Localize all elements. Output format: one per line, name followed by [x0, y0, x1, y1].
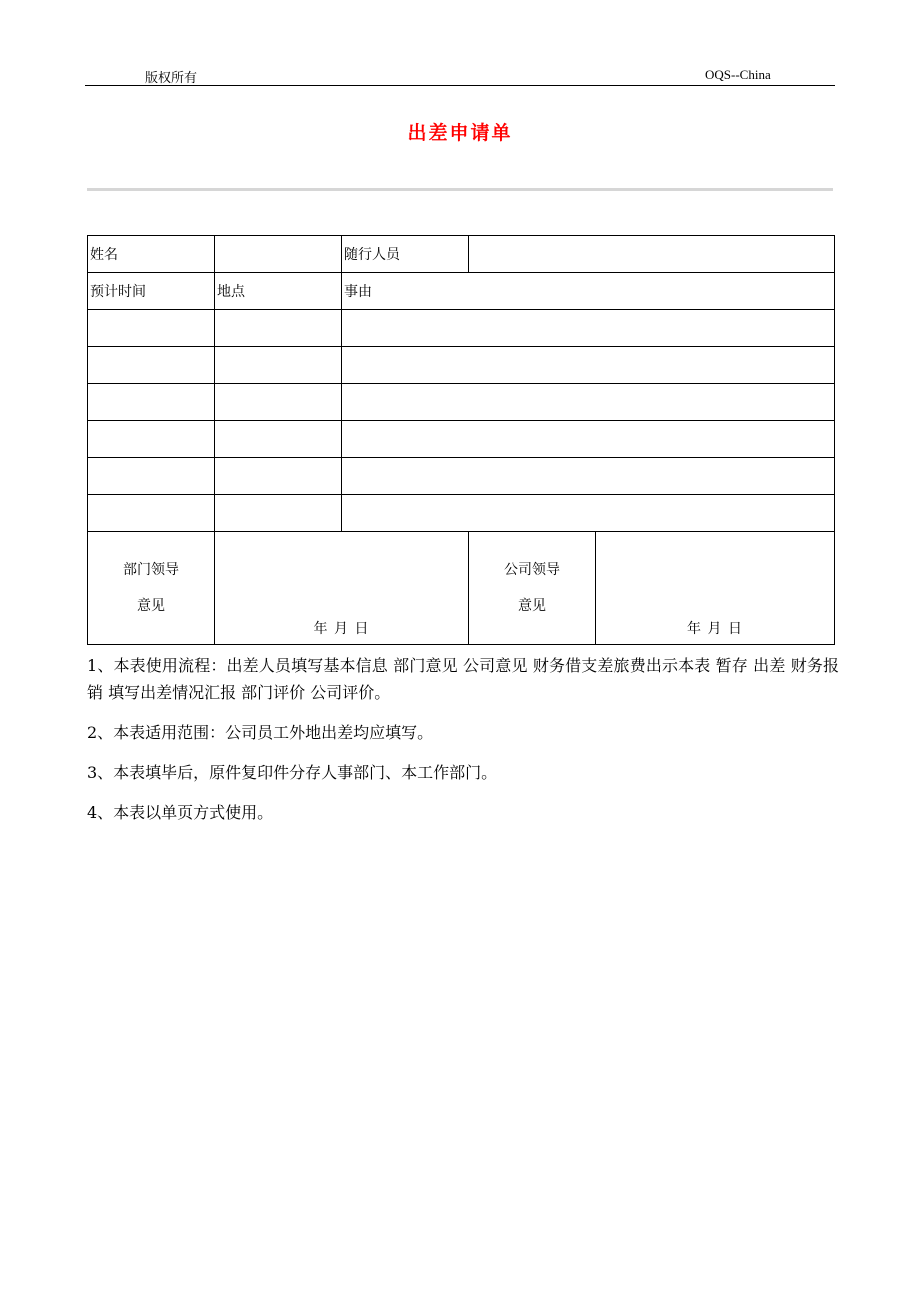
dept-opinion-label: 意见: [137, 598, 165, 614]
itinerary-row: [88, 384, 835, 421]
time-field[interactable]: [88, 310, 215, 347]
place-field[interactable]: [215, 495, 342, 532]
usage-notes: [87, 652, 839, 839]
note-item: 1、本表使用流程：出差人员填写基本信息 部门意见 公司意见 财务借支差旅费出示本表 暂存 出差 财务报销 填写出差情况汇报 部门评价 公司评价。: [87, 656, 839, 702]
company-leader-label-cell: [469, 532, 596, 645]
header-copyright: 版权所有: [145, 71, 198, 86]
reason-field[interactable]: [342, 310, 835, 347]
time-field[interactable]: [88, 495, 215, 532]
reason-field[interactable]: [342, 347, 835, 384]
place-label: 地点: [215, 273, 342, 310]
header-divider: [85, 85, 835, 86]
time-field[interactable]: [88, 421, 215, 458]
itinerary-row: [88, 347, 835, 384]
time-label: 预计时间: [88, 273, 215, 310]
itinerary-row: [88, 310, 835, 347]
business-trip-form: [87, 235, 835, 645]
place-field[interactable]: [215, 458, 342, 495]
reason-field[interactable]: [342, 384, 835, 421]
form-row-name: [88, 236, 835, 273]
title-divider: [87, 188, 833, 191]
companion-field[interactable]: [469, 236, 835, 273]
page-title: 出差申请单: [407, 122, 513, 144]
company-opinion-field[interactable]: [596, 532, 835, 645]
name-label: 姓名: [88, 236, 215, 273]
header-org-code: OQS--China: [705, 67, 771, 82]
note-item: 3、本表填毕后，原件复印件分存人事部门、本工作部门。: [87, 763, 498, 782]
companion-label: 随行人员: [342, 236, 469, 273]
approval-row: [88, 532, 835, 645]
dept-opinion-field[interactable]: [215, 532, 469, 645]
itinerary-row: [88, 421, 835, 458]
name-field[interactable]: [215, 236, 342, 273]
place-field[interactable]: [215, 347, 342, 384]
itinerary-row: [88, 458, 835, 495]
time-field[interactable]: [88, 458, 215, 495]
reason-field[interactable]: [342, 495, 835, 532]
itinerary-row: [88, 495, 835, 532]
place-field[interactable]: [215, 310, 342, 347]
reason-field[interactable]: [342, 421, 835, 458]
place-field[interactable]: [215, 421, 342, 458]
time-field[interactable]: [88, 384, 215, 421]
dept-leader-label-cell: [88, 532, 215, 645]
place-field[interactable]: [215, 384, 342, 421]
dept-date-line: 年 月 日: [313, 621, 370, 637]
note-item: 4、本表以单页方式使用。: [87, 803, 274, 822]
company-opinion-label: 意见: [518, 598, 546, 614]
company-date-line: 年 月 日: [687, 621, 743, 637]
reason-field[interactable]: [342, 458, 835, 495]
note-item: 2、本表适用范围：公司员工外地出差均应填写。: [87, 723, 434, 742]
reason-label: 事由: [342, 273, 835, 310]
company-leader-label: 公司领导: [504, 562, 560, 578]
time-field[interactable]: [88, 347, 215, 384]
dept-leader-label: 部门领导: [123, 562, 179, 578]
form-row-headers: [88, 273, 835, 310]
